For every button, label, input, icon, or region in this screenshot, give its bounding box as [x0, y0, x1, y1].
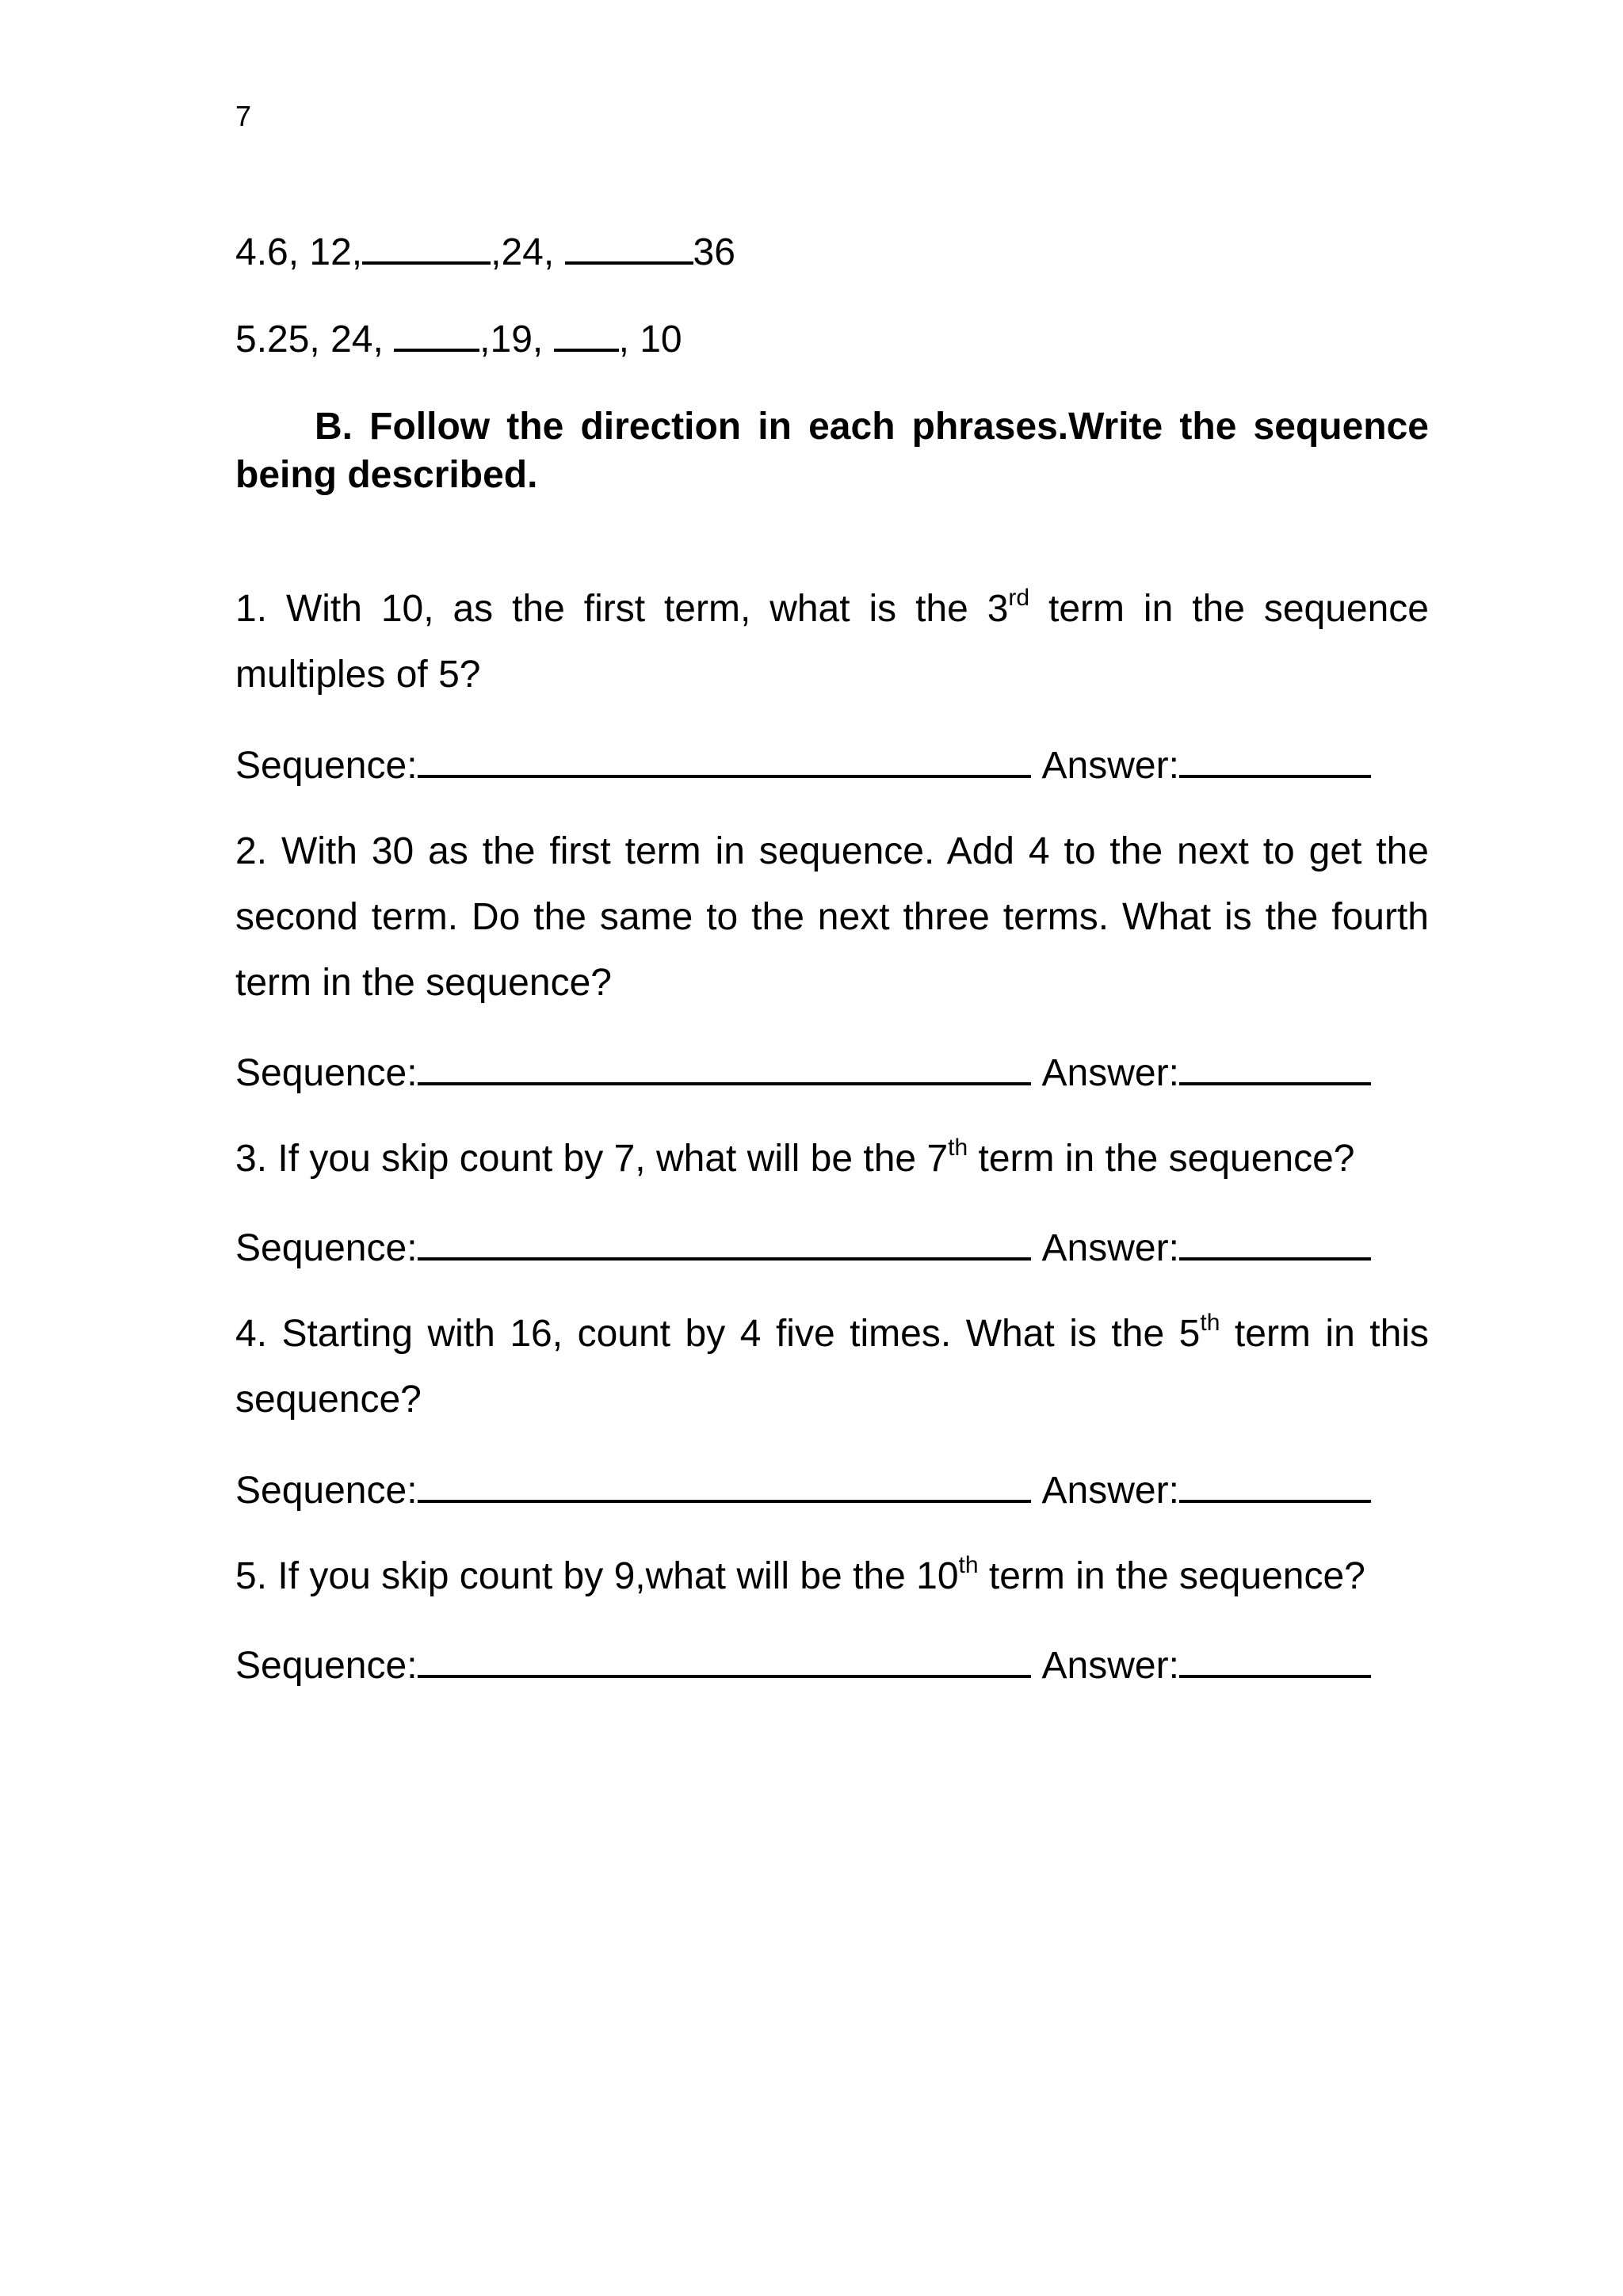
- item-text: , 10: [618, 318, 682, 360]
- item-number: 4.: [235, 231, 268, 273]
- answer-label: Answer:: [1041, 1227, 1179, 1269]
- question-text: term in the sequence multiples of 5?: [235, 588, 1430, 696]
- fill-blank[interactable]: [362, 227, 491, 265]
- answer-blank[interactable]: [1179, 740, 1371, 778]
- sequence-blank[interactable]: [418, 1222, 1031, 1261]
- ordinal-suffix: th: [948, 1135, 968, 1161]
- item-text: 6, 12,: [267, 231, 363, 273]
- fill-blank[interactable]: [394, 314, 479, 352]
- question-4: [235, 1301, 1429, 1432]
- answer-row-1: [235, 740, 1371, 790]
- part-a-item-4: [235, 227, 735, 277]
- answer-row-2: [235, 1047, 1371, 1097]
- answer-row-5: [235, 1640, 1371, 1690]
- answer-label: Answer:: [1041, 1052, 1179, 1094]
- ordinal-suffix: th: [958, 1552, 979, 1578]
- answer-blank[interactable]: [1179, 1222, 1371, 1261]
- answer-blank[interactable]: [1179, 1640, 1371, 1678]
- answer-blank[interactable]: [1179, 1465, 1371, 1503]
- sequence-blank[interactable]: [418, 1047, 1031, 1085]
- question-1: [235, 576, 1429, 707]
- answer-row-3: [235, 1222, 1371, 1272]
- section-b-heading: B. Follow the direction in each phrases.Write the sequence being described.: [235, 406, 1429, 496]
- sequence-label: Sequence:: [235, 1227, 418, 1269]
- sequence-label: Sequence:: [235, 1645, 418, 1687]
- page-number: 7: [235, 100, 252, 132]
- item-text: ,24,: [491, 231, 565, 273]
- sequence-label: Sequence:: [235, 1052, 418, 1094]
- question-2: [235, 818, 1429, 1016]
- sequence-blank[interactable]: [418, 740, 1031, 778]
- answer-blank[interactable]: [1179, 1047, 1371, 1085]
- question-text: term in the sequence?: [978, 1555, 1365, 1597]
- sequence-label: Sequence:: [235, 745, 418, 787]
- question-text: term in the sequence?: [968, 1138, 1355, 1180]
- sequence-label: Sequence:: [235, 1470, 418, 1512]
- question-text: 2. With 30 as the first term in sequence. Add 4 to the next to get the second term. Do the same to the next three terms. What is the fourth term in the sequence?: [235, 830, 1429, 1004]
- sequence-blank[interactable]: [418, 1640, 1031, 1678]
- question-text: 1. With 10, as the first term, what is the 3: [235, 588, 1009, 630]
- item-text: 36: [693, 231, 735, 273]
- question-text: 5. If you skip count by 9,what will be the 10: [235, 1555, 959, 1597]
- question-text: 3. If you skip count by 7, what will be the 7: [235, 1138, 949, 1180]
- answer-label: Answer:: [1041, 1645, 1179, 1687]
- answer-label: Answer:: [1041, 1470, 1179, 1512]
- part-a-item-5: [235, 314, 682, 364]
- item-number: 5.: [235, 318, 268, 360]
- fill-blank[interactable]: [554, 314, 619, 352]
- ordinal-suffix: th: [1200, 1310, 1220, 1336]
- item-text: ,19,: [479, 318, 554, 360]
- ordinal-suffix: rd: [1008, 585, 1030, 611]
- item-text: 25, 24,: [267, 318, 395, 360]
- question-text: 4. Starting with 16, count by 4 five times. What is the 5: [235, 1313, 1201, 1355]
- fill-blank[interactable]: [565, 227, 693, 265]
- question-5: [235, 1543, 1429, 1609]
- answer-row-4: [235, 1465, 1371, 1515]
- sequence-blank[interactable]: [418, 1465, 1031, 1503]
- answer-label: Answer:: [1041, 745, 1179, 787]
- question-3: [235, 1126, 1429, 1192]
- question-text: term in this sequence?: [235, 1313, 1430, 1421]
